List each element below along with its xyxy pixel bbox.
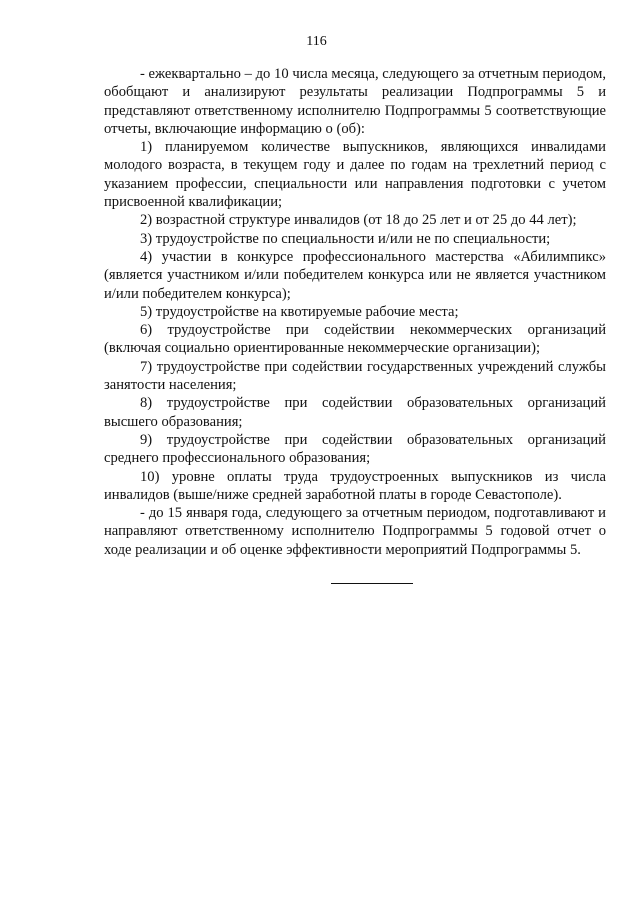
paragraph-item-6: 6) трудоустройстве при содействии некоммерческих организаций (включая социально ориентированные некоммерческие организации);	[104, 322, 606, 357]
paragraph-item-2: 2) возрастной структуре инвалидов (от 18 до 25 лет и от 25 до 44 лет);	[140, 212, 577, 229]
page-number: 116	[306, 34, 327, 49]
paragraph-item-1: 1) планируемом количестве выпускников, являющихся инвалидами молодого возраста, в текущем году и далее по годам на трехлетний период с указанием профессии, специальности или направления подготовки с учетом присвоенной квалификации;	[104, 139, 606, 211]
paragraph-item-3: 3) трудоустройстве по специальности и/или не по специальности;	[140, 230, 551, 247]
paragraph-item-4: 4) участии в конкурсе профессионального мастерства «Абилимпикс» (является участником и/или победителем конкурса или не является участником и/или победителем конкурса);	[104, 248, 606, 302]
paragraph-item-9: 9) трудоустройстве при содействии образовательных организаций среднего профессионального образования;	[104, 431, 606, 467]
paragraph-item-5: 5) трудоустройстве на квотируемые рабочие места;	[140, 303, 459, 320]
paragraph-quarterly-reporting: - ежеквартально – до 10 числа месяца, следующего за отчетным периодом, обобщают и анализируют результаты реализации Подпрограммы 5 и представляют ответственному исполнителю Подпрограммы 5 соответствующие отчеты, включающие информацию о (об):	[104, 66, 606, 137]
end-divider-line	[331, 583, 413, 584]
document-body	[104, 65, 606, 559]
paragraph-item-10: 10) уровне оплаты труда трудоустроенных выпускников из числа инвалидов (выше/ниже средней заработной платы в городе Севастополе).	[104, 468, 606, 503]
paragraph-annual-reporting: - до 15 января года, следующего за отчетным периодом, подготавливают и направляют ответственному исполнителю Подпрограммы 5 годовой отчет о ходе реализации и об оценке эффективности мероприятий Подпрограммы 5.	[104, 505, 606, 558]
paragraph-item-7: 7) трудоустройстве при содействии государственных учреждений службы занятости населения;	[104, 358, 606, 394]
paragraph-item-8: 8) трудоустройстве при содействии образовательных организаций высшего образования;	[104, 395, 606, 430]
